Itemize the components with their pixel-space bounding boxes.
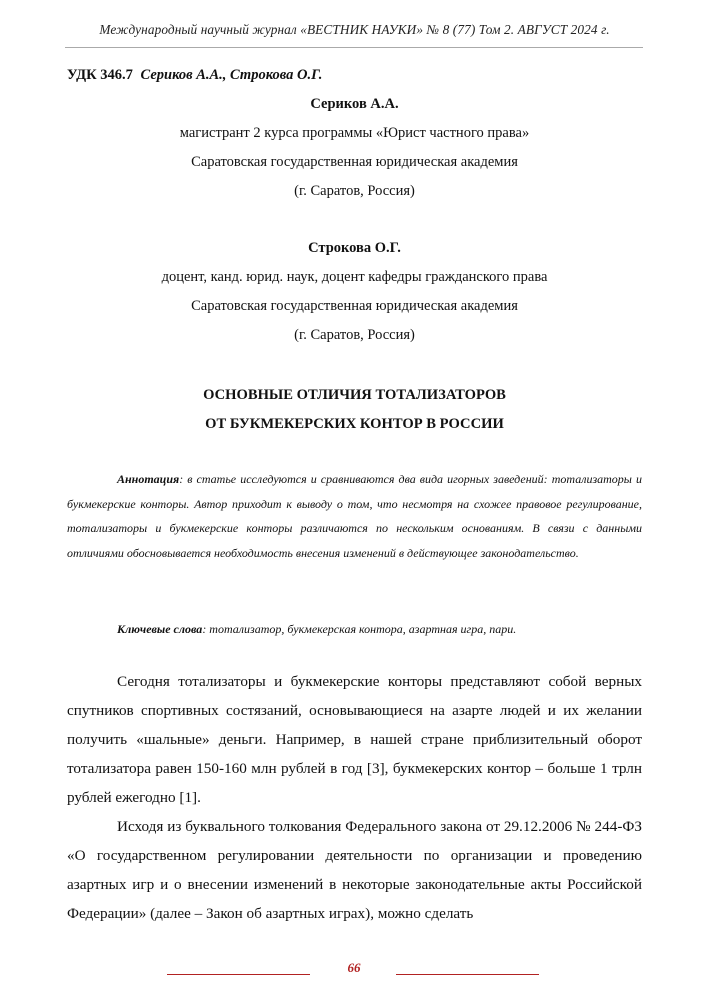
page-footer	[0, 960, 709, 980]
journal-header: Международный научный журнал «ВЕСТНИК НАУКИ» № 8 (77) Том 2. АВГУСТ 2024 г.	[99, 22, 610, 37]
udk-line	[67, 67, 322, 84]
udk-authors: Сериков А.А., Строкова О.Г.	[140, 67, 323, 83]
author1-name: Сериков А.А.	[310, 96, 399, 112]
author2-location: (г. Саратов, Россия)	[294, 327, 415, 343]
author1-position: магистрант 2 курса программы «Юрист частного права»	[179, 125, 530, 141]
keywords-label: Ключевые слова	[117, 622, 203, 636]
title-line-2: ОТ БУКМЕКЕРСКИХ КОНТОР В РОССИИ	[205, 416, 504, 432]
body-text	[67, 667, 642, 928]
author2-position: доцент, канд. юрид. наук, доцент кафедры гражданского права	[161, 269, 548, 285]
author2-name: Строкова О.Г.	[308, 240, 401, 256]
header-divider	[65, 47, 643, 48]
author1-affiliation: Саратовская государственная юридическая академия	[191, 154, 518, 170]
title-line-1: ОСНОВНЫЕ ОТЛИЧИЯ ТОТАЛИЗАТОРОВ	[203, 387, 506, 403]
footer-rule-right	[396, 974, 539, 975]
body-paragraph-2: Исходя из буквального толкования Федерального закона от 29.12.2006 № 244-ФЗ «О государственном регулировании деятельности по организации и проведению азартных игр и о внесении изменений в некоторые законодательные акты Российской Федерации» (далее – Закон об азартных играх), можно сделать	[67, 818, 642, 922]
author1-location: (г. Саратов, Россия)	[294, 183, 415, 199]
author2-affiliation: Саратовская государственная юридическая академия	[191, 298, 518, 314]
abstract	[67, 467, 642, 565]
udk-code: УДК 346.7	[67, 67, 133, 83]
article-title	[0, 381, 709, 439]
body-paragraph-1: Сегодня тотализаторы и букмекерские конторы представляют собой верных спутников спортивных состязаний, основывающиеся на азарте людей и их желании получить «шальные» деньги. Например, в нашей стране приблизительный оборот тотализатора равен 150-160 млн рублей в год [3], букмекерских контор – больше 1 трлн рублей ежегодно [1].	[67, 673, 642, 806]
page-number: 66	[347, 960, 361, 975]
abstract-label: Аннотация	[117, 472, 180, 486]
author1-block	[0, 90, 709, 206]
author2-block	[0, 234, 709, 350]
abstract-text: : в статье исследуются и сравниваются два вида игорных заведений: тотализаторы и букмекерские конторы. Автор приходит к выводу о том, что несмотря на схожее правовое регулирование, тотализаторы и букмекерские конторы различаются по нескольким основаниям. В связи с данными отличиями обосновывается необходимость внесения изменений в действующее законодательство.	[67, 472, 642, 560]
keywords-text: : тотализатор, букмекерская контора, азартная игра, пари.	[202, 622, 517, 636]
keywords	[67, 617, 642, 641]
footer-rule-left	[167, 974, 310, 975]
